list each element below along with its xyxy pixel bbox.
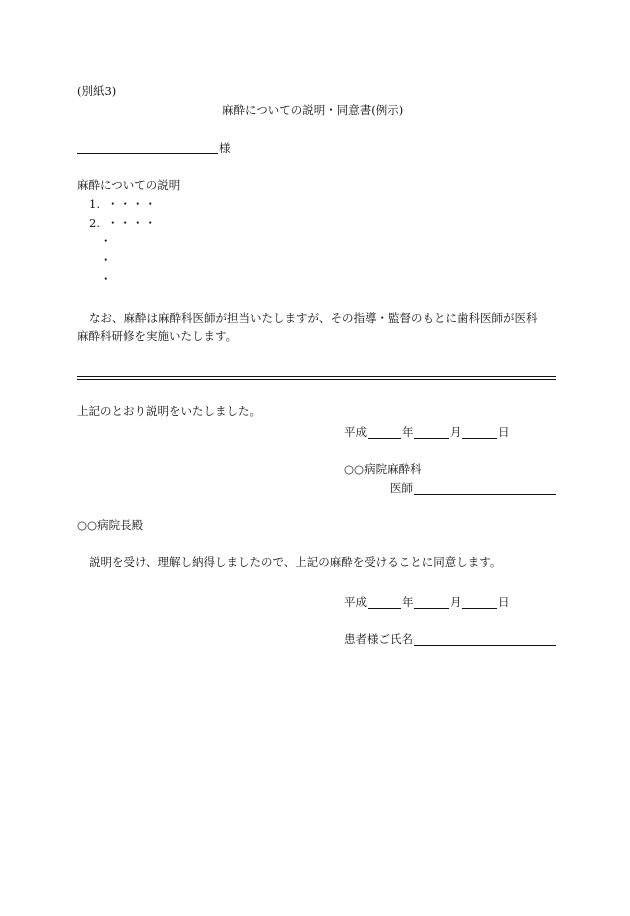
attachment-label: (別紙3) bbox=[77, 84, 117, 98]
day-label: 日 bbox=[498, 425, 510, 439]
day-field[interactable] bbox=[462, 608, 497, 609]
addressee-name-line[interactable] bbox=[77, 153, 218, 154]
bullet-point: ・ bbox=[100, 253, 112, 267]
year-label: 年 bbox=[402, 595, 414, 609]
bullet-point: ・ bbox=[100, 234, 112, 248]
explained-statement: 上記のとおり説明をいたしました。 bbox=[77, 404, 261, 418]
date-era: 平成 bbox=[344, 425, 367, 439]
day-field[interactable] bbox=[462, 438, 497, 439]
doctor-label: 医師 bbox=[390, 481, 413, 495]
date-era: 平成 bbox=[344, 595, 367, 609]
note-text-line-2: 麻酔科研修を実施いたします。 bbox=[77, 329, 238, 343]
month-label: 月 bbox=[450, 425, 462, 439]
month-field[interactable] bbox=[414, 438, 449, 439]
year-label: 年 bbox=[402, 425, 414, 439]
bullet-point: ・ bbox=[100, 272, 112, 286]
patient-name-label: 患者様ご氏名 bbox=[344, 632, 413, 646]
document-title: 麻酔についての説明・同意書(例示) bbox=[222, 103, 404, 117]
patient-signature-line[interactable] bbox=[414, 645, 556, 646]
year-field[interactable] bbox=[368, 608, 401, 609]
day-label: 日 bbox=[498, 595, 510, 609]
month-label: 月 bbox=[450, 595, 462, 609]
item-text: ・・・・ bbox=[107, 197, 157, 211]
consent-statement: 説明を受け、理解し納得しましたので、上記の麻酔を受けることに同意します。 bbox=[89, 555, 502, 569]
department-name: ○○病院麻酔科 bbox=[344, 462, 422, 476]
section-divider bbox=[77, 376, 556, 380]
year-field[interactable] bbox=[368, 438, 401, 439]
month-field[interactable] bbox=[414, 608, 449, 609]
note-text-line-1: なお、麻酔は麻酔科医師が担当いたしますが、その指導・監督のもとに歯科医師が医科 bbox=[89, 311, 538, 325]
doctor-signature-line[interactable] bbox=[414, 494, 556, 495]
section-heading: 麻酔についての説明 bbox=[77, 178, 181, 192]
hospital-director-addressee: ○○病院長殿 bbox=[77, 518, 144, 532]
addressee-suffix: 様 bbox=[219, 141, 231, 155]
item-number: 2. bbox=[89, 216, 100, 230]
item-number: 1. bbox=[89, 197, 100, 211]
item-text: ・・・・ bbox=[107, 216, 157, 230]
